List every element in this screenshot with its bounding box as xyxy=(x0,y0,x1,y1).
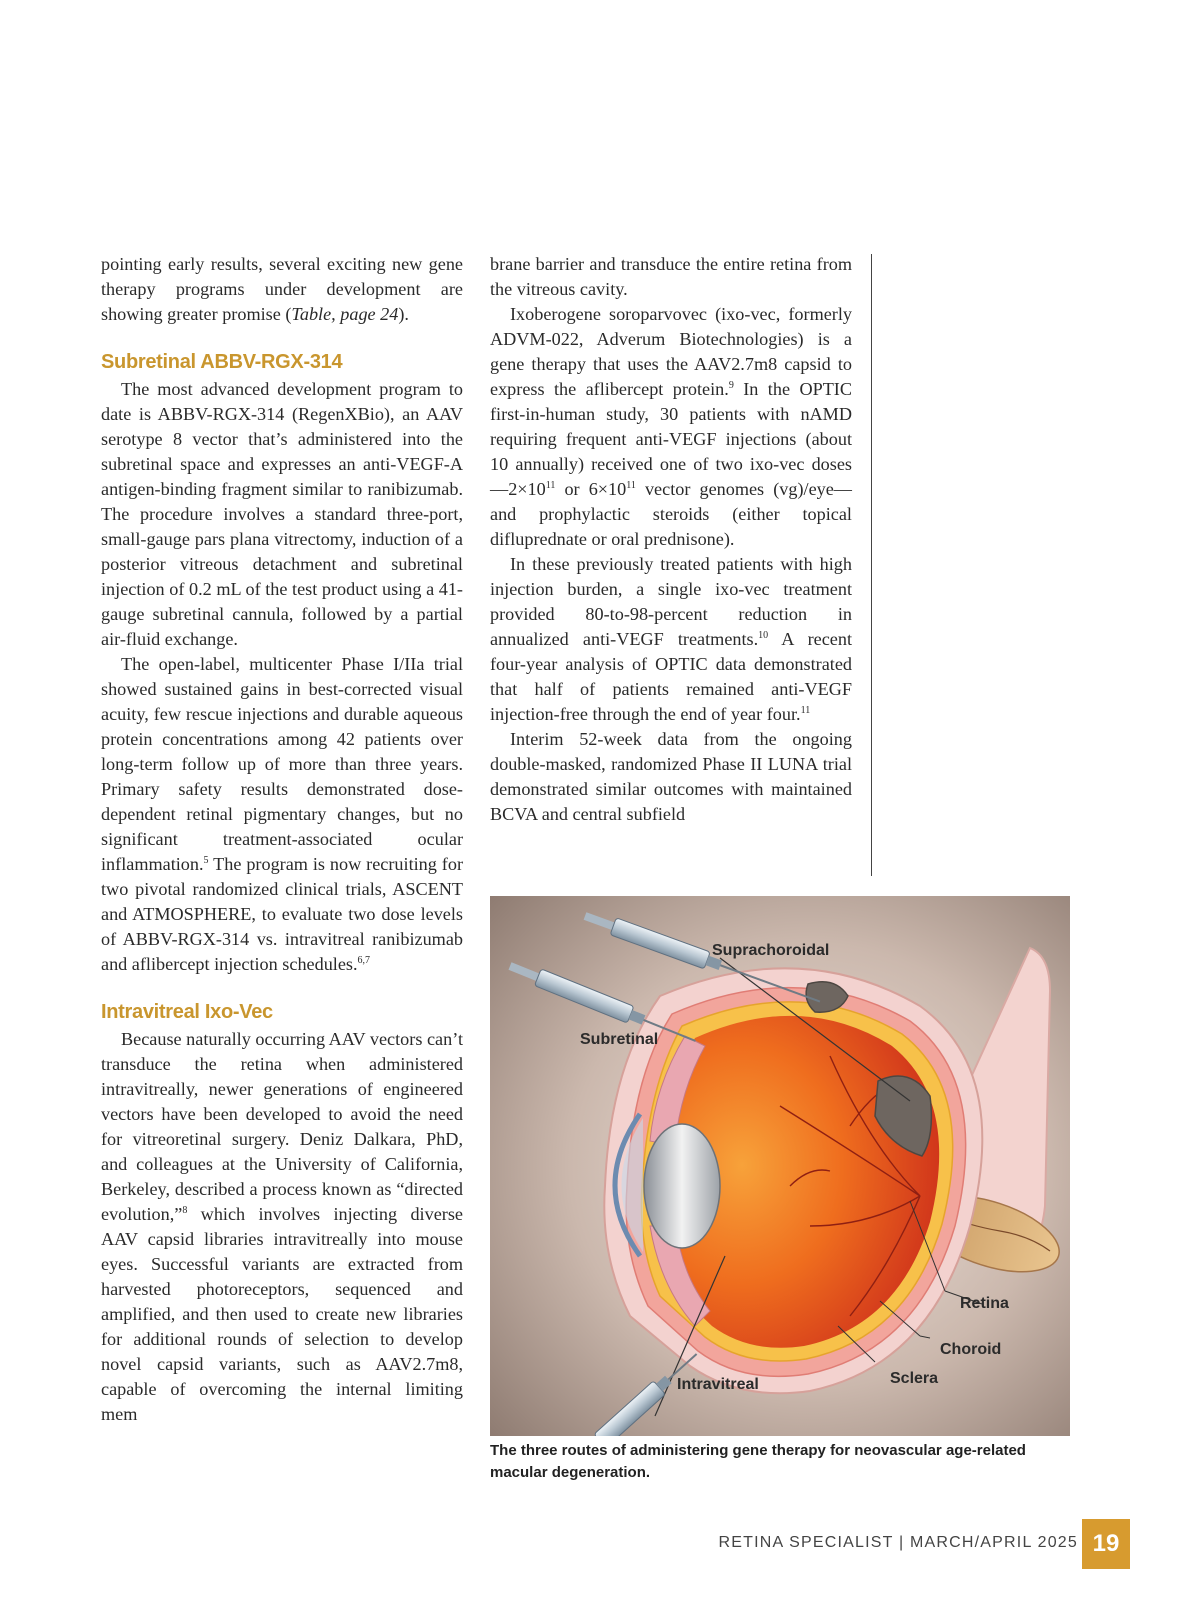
page-number-badge: 19 xyxy=(1082,1519,1130,1569)
column-divider xyxy=(871,254,872,876)
citation: 10 xyxy=(758,629,769,641)
eye-diagram xyxy=(490,896,1070,1436)
text-column-right xyxy=(490,252,852,827)
lens xyxy=(644,1124,720,1248)
label-intravitreal: Intravitreal xyxy=(677,1376,759,1393)
citation: 11 xyxy=(800,704,811,716)
paragraph: In these previously treated patients with high injection burden, a single ixo-vec treatment provided 80-to-98-percent reduction in annualized anti-VEGF treatments.$^{10}$ A recent four-year analysis of OPTIC data demonstrated that half of patients remained anti-VEGF injection-free through the end of year four.$^{11}$ xyxy=(490,554,852,724)
paragraph: Interim 52-week data from the ongoing double-masked, randomized Phase II LUNA trial demonstrated similar outcomes with maintained BCVA and central subfield xyxy=(490,729,852,824)
citation: 9 xyxy=(728,379,734,391)
citation: 6,7 xyxy=(357,954,371,966)
label-retina: Retina xyxy=(960,1295,1009,1312)
figure-caption: The three routes of administering gene therapy for neovascular age-related macular degeneration. xyxy=(490,1442,1026,1481)
eye-illustration xyxy=(490,896,1070,1436)
table-reference: Table, page 24 xyxy=(291,304,399,324)
section-heading-subretinal: Subretinal ABBV-RGX-314 xyxy=(101,351,343,373)
section-heading-intravitreal: Intravitreal Ixo-Vec xyxy=(101,1001,273,1023)
citation: 8 xyxy=(182,1204,188,1216)
paragraph: The open-label, multicenter Phase I/IIa trial showed sustained gains in best-corrected visual acuity, few rescue injections and durable aqueous protein concentrations among 42 patients over long-term follow up of more than three years. Primary safety results demonstrated dose-dependent retinal pigmentary changes, but no significant treatment-associated ocular inflammation.$^5$ The program is now recruiting for two pivotal randomized clinical trials, ASCENT and ATMOSPHERE, to evaluate two dose levels of ABBV-RGX-314 vs. intravitreal ranibizumab and aflibercept injection schedules.$^{6,7}$ xyxy=(101,654,463,974)
label-choroid: Choroid xyxy=(940,1341,1002,1358)
paragraph: Ixoberogene soroparvovec (ixo-vec, formerly ADVM-022, Adverum Biotechnologies) is a gene therapy that uses the AAV2.7m8 capsid to express the aflibercept protein.$^9$ In the OPTIC first-in-human study, 30 patients with nAMD requiring frequent anti-VEGF injections (about 10 annually) received one of two ixo-vec $doses—2\times 10^{11}$ or $6\times 10^{11}$ vector genomes (vg)/eye—and prophylactic steroids (either topical difluprednate or oral prednisone). xyxy=(490,304,852,549)
paragraph: brane barrier and transduce the entire retina from the vitreous cavity. xyxy=(490,254,852,299)
exponent: 11 xyxy=(545,479,556,491)
paragraph: The most advanced development program to date is ABBV-RGX-314 (RegenXBio), an AAV serotype 8 vector that’s administered into the subretinal space and expresses an anti-VEGF-A antigen-binding fragment similar to ranibizumab. The procedure involves a standard three-port, small-gauge pars plana vitrectomy, induction of a posterior vitreous detachment and subretinal injection of 0.2 mL of the test product using a 41-gauge subretinal cannula, followed by a partial air-fluid exchange. xyxy=(101,379,463,649)
paragraph: Because naturally occurring AAV vectors can’t transduce the retina when administered intravitreally, newer generations of engineered vectors have been developed to avoid the need for vitreoretinal surgery. Deniz Dalkara, PhD, and colleagues at the University of California, Berkeley, described a process known as “directed evolution,”$^8$ which involves injecting diverse AAV capsid libraries intravitreally into mouse eyes. Successful variants are extracted from harvested photoreceptors, sequenced and amplified, and then used to create new libraries for additional rounds of selection to develop novel capsid variants, such as AAV2.7m8, capable of overcoming the internal limiting mem xyxy=(101,1029,463,1424)
paragraph: pointing early results, several exciting new gene therapy programs under development are showing greater promise (Table, page 24). xyxy=(101,254,463,324)
label-suprachoroidal: Suprachoroidal xyxy=(712,942,830,959)
label-sclera: Sclera xyxy=(890,1370,939,1387)
label-subretinal: Subretinal xyxy=(580,1031,659,1048)
text-column-left xyxy=(101,252,463,1427)
running-footer: RETINA SPECIALIST | MARCH/APRIL 2025 xyxy=(718,1534,1078,1551)
exponent: 11 xyxy=(626,479,636,491)
citation: 5 xyxy=(203,854,209,866)
